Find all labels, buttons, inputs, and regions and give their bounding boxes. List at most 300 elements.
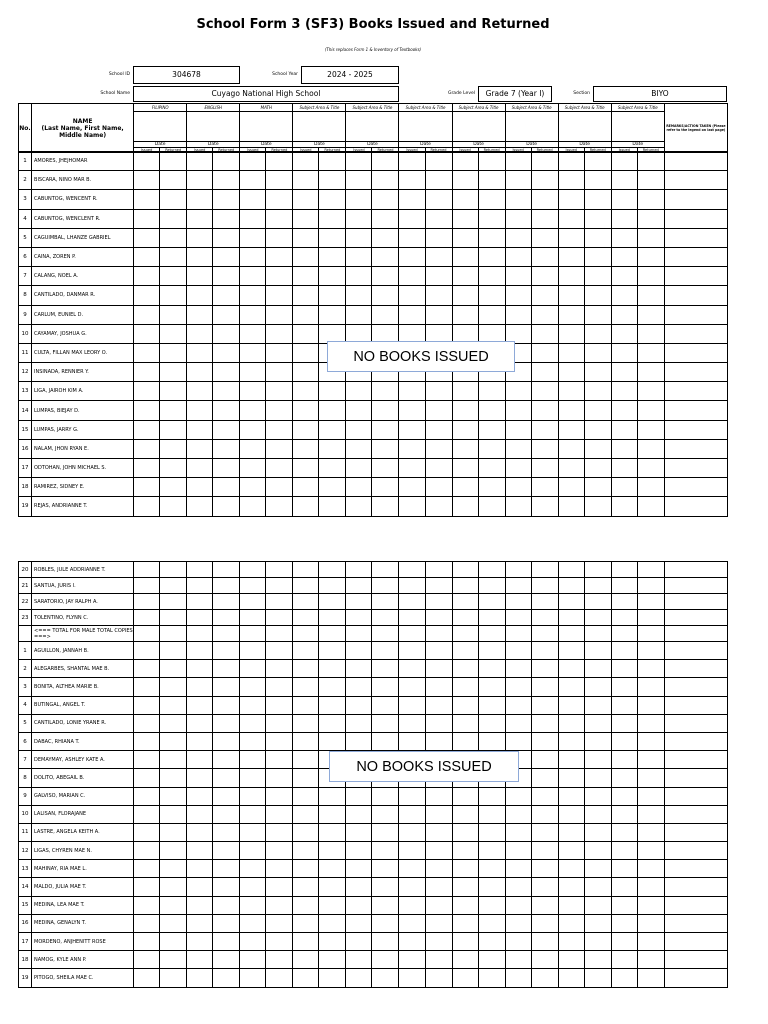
- issued-date-cell[interactable]: [240, 562, 266, 578]
- issued-date-cell[interactable]: [240, 420, 266, 439]
- issued-date-cell[interactable]: [558, 152, 584, 171]
- returned-date-cell[interactable]: [478, 209, 505, 228]
- returned-date-cell[interactable]: [425, 823, 452, 841]
- returned-date-cell[interactable]: [584, 190, 611, 209]
- issued-date-cell[interactable]: [134, 787, 160, 805]
- returned-date-cell[interactable]: [319, 171, 346, 190]
- returned-date-cell[interactable]: [372, 678, 399, 696]
- issued-date-cell[interactable]: [240, 951, 266, 969]
- issued-date-cell[interactable]: [187, 860, 213, 878]
- returned-date-cell[interactable]: [478, 842, 505, 860]
- issued-date-cell[interactable]: [399, 562, 425, 578]
- issued-date-cell[interactable]: [134, 878, 160, 896]
- returned-date-cell[interactable]: [531, 610, 558, 626]
- remarks-cell[interactable]: [664, 497, 727, 516]
- issued-date-cell[interactable]: [452, 823, 478, 841]
- returned-date-cell[interactable]: [584, 286, 611, 305]
- returned-date-cell[interactable]: [584, 951, 611, 969]
- issued-date-cell[interactable]: [346, 714, 372, 732]
- issued-date-cell[interactable]: [187, 678, 213, 696]
- returned-date-cell[interactable]: [266, 478, 293, 497]
- returned-date-cell[interactable]: [319, 305, 346, 324]
- issued-date-cell[interactable]: [505, 478, 531, 497]
- issued-date-cell[interactable]: [399, 478, 425, 497]
- returned-date-cell[interactable]: [213, 805, 240, 823]
- issued-date-cell[interactable]: [240, 459, 266, 478]
- issued-date-cell[interactable]: [452, 678, 478, 696]
- returned-date-cell[interactable]: [372, 478, 399, 497]
- issued-date-cell[interactable]: [293, 497, 319, 516]
- returned-date-cell[interactable]: [213, 823, 240, 841]
- returned-date-cell[interactable]: [160, 933, 187, 951]
- returned-date-cell[interactable]: [319, 969, 346, 987]
- issued-date-cell[interactable]: [505, 439, 531, 458]
- issued-date-cell[interactable]: [558, 420, 584, 439]
- issued-date-cell[interactable]: [134, 594, 160, 610]
- issued-date-cell[interactable]: [240, 769, 266, 787]
- returned-date-cell[interactable]: [584, 933, 611, 951]
- returned-date-cell[interactable]: [584, 152, 611, 171]
- returned-date-cell[interactable]: [478, 933, 505, 951]
- issued-date-cell[interactable]: [293, 823, 319, 841]
- returned-date-cell[interactable]: [319, 823, 346, 841]
- returned-date-cell[interactable]: [160, 324, 187, 343]
- returned-date-cell[interactable]: [266, 610, 293, 626]
- issued-date-cell[interactable]: [187, 594, 213, 610]
- issued-date-cell[interactable]: [293, 171, 319, 190]
- returned-date-cell[interactable]: [266, 382, 293, 401]
- returned-date-cell[interactable]: [531, 787, 558, 805]
- returned-date-cell[interactable]: [478, 823, 505, 841]
- issued-date-cell[interactable]: [505, 459, 531, 478]
- returned-date-cell[interactable]: [160, 642, 187, 660]
- issued-date-cell[interactable]: [134, 769, 160, 787]
- returned-date-cell[interactable]: [478, 286, 505, 305]
- issued-date-cell[interactable]: [187, 787, 213, 805]
- issued-date-cell[interactable]: [611, 497, 637, 516]
- issued-date-cell[interactable]: [452, 420, 478, 439]
- returned-date-cell[interactable]: [425, 578, 452, 594]
- issued-date-cell[interactable]: [187, 696, 213, 714]
- returned-date-cell[interactable]: [584, 787, 611, 805]
- returned-date-cell[interactable]: [160, 152, 187, 171]
- returned-date-cell[interactable]: [425, 305, 452, 324]
- returned-date-cell[interactable]: [213, 860, 240, 878]
- returned-date-cell[interactable]: [637, 478, 664, 497]
- returned-date-cell[interactable]: [372, 660, 399, 678]
- returned-date-cell[interactable]: [637, 805, 664, 823]
- returned-date-cell[interactable]: [160, 805, 187, 823]
- returned-date-cell[interactable]: [266, 626, 293, 642]
- returned-date-cell[interactable]: [637, 914, 664, 932]
- remarks-cell[interactable]: [664, 171, 727, 190]
- returned-date-cell[interactable]: [531, 420, 558, 439]
- issued-date-cell[interactable]: [293, 969, 319, 987]
- returned-date-cell[interactable]: [160, 610, 187, 626]
- issued-date-cell[interactable]: [558, 247, 584, 266]
- remarks-cell[interactable]: [664, 933, 727, 951]
- returned-date-cell[interactable]: [478, 805, 505, 823]
- returned-date-cell[interactable]: [319, 578, 346, 594]
- returned-date-cell[interactable]: [160, 562, 187, 578]
- issued-date-cell[interactable]: [187, 842, 213, 860]
- returned-date-cell[interactable]: [319, 732, 346, 750]
- issued-date-cell[interactable]: [293, 896, 319, 914]
- issued-date-cell[interactable]: [346, 439, 372, 458]
- issued-date-cell[interactable]: [187, 878, 213, 896]
- returned-date-cell[interactable]: [213, 678, 240, 696]
- issued-date-cell[interactable]: [240, 969, 266, 987]
- returned-date-cell[interactable]: [266, 842, 293, 860]
- returned-date-cell[interactable]: [213, 594, 240, 610]
- returned-date-cell[interactable]: [425, 787, 452, 805]
- returned-date-cell[interactable]: [637, 842, 664, 860]
- returned-date-cell[interactable]: [266, 343, 293, 362]
- returned-date-cell[interactable]: [584, 594, 611, 610]
- returned-date-cell[interactable]: [266, 714, 293, 732]
- issued-date-cell[interactable]: [558, 805, 584, 823]
- issued-date-cell[interactable]: [187, 969, 213, 987]
- issued-date-cell[interactable]: [611, 267, 637, 286]
- issued-date-cell[interactable]: [452, 626, 478, 642]
- returned-date-cell[interactable]: [160, 171, 187, 190]
- remarks-cell[interactable]: [664, 769, 727, 787]
- issued-date-cell[interactable]: [293, 732, 319, 750]
- returned-date-cell[interactable]: [266, 860, 293, 878]
- issued-date-cell[interactable]: [134, 324, 160, 343]
- returned-date-cell[interactable]: [478, 732, 505, 750]
- returned-date-cell[interactable]: [531, 714, 558, 732]
- issued-date-cell[interactable]: [346, 896, 372, 914]
- returned-date-cell[interactable]: [266, 823, 293, 841]
- returned-date-cell[interactable]: [372, 642, 399, 660]
- returned-date-cell[interactable]: [266, 497, 293, 516]
- issued-date-cell[interactable]: [134, 678, 160, 696]
- remarks-cell[interactable]: [664, 714, 727, 732]
- issued-date-cell[interactable]: [558, 594, 584, 610]
- issued-date-cell[interactable]: [558, 305, 584, 324]
- returned-date-cell[interactable]: [425, 610, 452, 626]
- issued-date-cell[interactable]: [452, 439, 478, 458]
- returned-date-cell[interactable]: [319, 439, 346, 458]
- issued-date-cell[interactable]: [187, 914, 213, 932]
- returned-date-cell[interactable]: [213, 626, 240, 642]
- returned-date-cell[interactable]: [266, 267, 293, 286]
- issued-date-cell[interactable]: [505, 787, 531, 805]
- issued-date-cell[interactable]: [558, 860, 584, 878]
- returned-date-cell[interactable]: [531, 363, 558, 382]
- issued-date-cell[interactable]: [505, 696, 531, 714]
- issued-date-cell[interactable]: [134, 714, 160, 732]
- returned-date-cell[interactable]: [266, 324, 293, 343]
- returned-date-cell[interactable]: [637, 626, 664, 642]
- returned-date-cell[interactable]: [319, 401, 346, 420]
- issued-date-cell[interactable]: [240, 497, 266, 516]
- issued-date-cell[interactable]: [611, 594, 637, 610]
- issued-date-cell[interactable]: [399, 190, 425, 209]
- issued-date-cell[interactable]: [399, 878, 425, 896]
- issued-date-cell[interactable]: [505, 420, 531, 439]
- issued-date-cell[interactable]: [187, 247, 213, 266]
- issued-date-cell[interactable]: [399, 401, 425, 420]
- returned-date-cell[interactable]: [478, 696, 505, 714]
- issued-date-cell[interactable]: [452, 933, 478, 951]
- issued-date-cell[interactable]: [558, 459, 584, 478]
- returned-date-cell[interactable]: [478, 228, 505, 247]
- issued-date-cell[interactable]: [187, 171, 213, 190]
- issued-date-cell[interactable]: [134, 171, 160, 190]
- issued-date-cell[interactable]: [187, 951, 213, 969]
- returned-date-cell[interactable]: [160, 969, 187, 987]
- issued-date-cell[interactable]: [399, 286, 425, 305]
- issued-date-cell[interactable]: [134, 732, 160, 750]
- returned-date-cell[interactable]: [372, 190, 399, 209]
- returned-date-cell[interactable]: [160, 420, 187, 439]
- returned-date-cell[interactable]: [160, 696, 187, 714]
- returned-date-cell[interactable]: [584, 714, 611, 732]
- issued-date-cell[interactable]: [505, 878, 531, 896]
- issued-date-cell[interactable]: [611, 751, 637, 769]
- remarks-cell[interactable]: [664, 660, 727, 678]
- remarks-cell[interactable]: [664, 382, 727, 401]
- issued-date-cell[interactable]: [505, 382, 531, 401]
- issued-date-cell[interactable]: [399, 660, 425, 678]
- issued-date-cell[interactable]: [452, 190, 478, 209]
- returned-date-cell[interactable]: [266, 660, 293, 678]
- remarks-cell[interactable]: [664, 594, 727, 610]
- returned-date-cell[interactable]: [213, 951, 240, 969]
- returned-date-cell[interactable]: [213, 459, 240, 478]
- returned-date-cell[interactable]: [637, 171, 664, 190]
- issued-date-cell[interactable]: [346, 190, 372, 209]
- returned-date-cell[interactable]: [637, 343, 664, 362]
- returned-date-cell[interactable]: [266, 420, 293, 439]
- issued-date-cell[interactable]: [134, 951, 160, 969]
- issued-date-cell[interactable]: [505, 896, 531, 914]
- issued-date-cell[interactable]: [558, 751, 584, 769]
- returned-date-cell[interactable]: [372, 228, 399, 247]
- returned-date-cell[interactable]: [531, 562, 558, 578]
- issued-date-cell[interactable]: [293, 228, 319, 247]
- issued-date-cell[interactable]: [293, 420, 319, 439]
- returned-date-cell[interactable]: [478, 190, 505, 209]
- issued-date-cell[interactable]: [452, 247, 478, 266]
- returned-date-cell[interactable]: [213, 439, 240, 458]
- issued-date-cell[interactable]: [187, 286, 213, 305]
- issued-date-cell[interactable]: [240, 305, 266, 324]
- issued-date-cell[interactable]: [240, 228, 266, 247]
- returned-date-cell[interactable]: [372, 610, 399, 626]
- returned-date-cell[interactable]: [266, 459, 293, 478]
- issued-date-cell[interactable]: [134, 459, 160, 478]
- issued-date-cell[interactable]: [293, 267, 319, 286]
- returned-date-cell[interactable]: [319, 642, 346, 660]
- remarks-cell[interactable]: [664, 878, 727, 896]
- remarks-cell[interactable]: [664, 228, 727, 247]
- returned-date-cell[interactable]: [531, 439, 558, 458]
- returned-date-cell[interactable]: [213, 933, 240, 951]
- returned-date-cell[interactable]: [160, 896, 187, 914]
- returned-date-cell[interactable]: [637, 823, 664, 841]
- returned-date-cell[interactable]: [584, 305, 611, 324]
- issued-date-cell[interactable]: [399, 497, 425, 516]
- issued-date-cell[interactable]: [293, 209, 319, 228]
- remarks-cell[interactable]: [664, 951, 727, 969]
- returned-date-cell[interactable]: [213, 267, 240, 286]
- returned-date-cell[interactable]: [372, 951, 399, 969]
- returned-date-cell[interactable]: [531, 171, 558, 190]
- returned-date-cell[interactable]: [478, 171, 505, 190]
- returned-date-cell[interactable]: [213, 610, 240, 626]
- returned-date-cell[interactable]: [584, 696, 611, 714]
- returned-date-cell[interactable]: [531, 769, 558, 787]
- issued-date-cell[interactable]: [611, 286, 637, 305]
- issued-date-cell[interactable]: [611, 805, 637, 823]
- issued-date-cell[interactable]: [399, 969, 425, 987]
- returned-date-cell[interactable]: [478, 382, 505, 401]
- returned-date-cell[interactable]: [478, 951, 505, 969]
- issued-date-cell[interactable]: [399, 642, 425, 660]
- issued-date-cell[interactable]: [399, 696, 425, 714]
- issued-date-cell[interactable]: [346, 823, 372, 841]
- remarks-cell[interactable]: [664, 152, 727, 171]
- issued-date-cell[interactable]: [293, 805, 319, 823]
- issued-date-cell[interactable]: [293, 578, 319, 594]
- issued-date-cell[interactable]: [134, 152, 160, 171]
- returned-date-cell[interactable]: [266, 896, 293, 914]
- issued-date-cell[interactable]: [346, 420, 372, 439]
- returned-date-cell[interactable]: [531, 247, 558, 266]
- issued-date-cell[interactable]: [293, 751, 319, 769]
- issued-date-cell[interactable]: [399, 933, 425, 951]
- returned-date-cell[interactable]: [637, 578, 664, 594]
- returned-date-cell[interactable]: [319, 714, 346, 732]
- returned-date-cell[interactable]: [160, 914, 187, 932]
- issued-date-cell[interactable]: [293, 382, 319, 401]
- remarks-cell[interactable]: [664, 896, 727, 914]
- issued-date-cell[interactable]: [452, 969, 478, 987]
- issued-date-cell[interactable]: [240, 626, 266, 642]
- returned-date-cell[interactable]: [425, 594, 452, 610]
- returned-date-cell[interactable]: [319, 497, 346, 516]
- remarks-cell[interactable]: [664, 324, 727, 343]
- issued-date-cell[interactable]: [505, 860, 531, 878]
- issued-date-cell[interactable]: [452, 660, 478, 678]
- issued-date-cell[interactable]: [452, 914, 478, 932]
- issued-date-cell[interactable]: [293, 401, 319, 420]
- returned-date-cell[interactable]: [319, 594, 346, 610]
- issued-date-cell[interactable]: [452, 860, 478, 878]
- issued-date-cell[interactable]: [611, 228, 637, 247]
- issued-date-cell[interactable]: [611, 562, 637, 578]
- returned-date-cell[interactable]: [425, 420, 452, 439]
- issued-date-cell[interactable]: [346, 933, 372, 951]
- returned-date-cell[interactable]: [372, 286, 399, 305]
- issued-date-cell[interactable]: [611, 769, 637, 787]
- returned-date-cell[interactable]: [266, 933, 293, 951]
- issued-date-cell[interactable]: [293, 714, 319, 732]
- issued-date-cell[interactable]: [134, 562, 160, 578]
- returned-date-cell[interactable]: [637, 420, 664, 439]
- issued-date-cell[interactable]: [611, 420, 637, 439]
- issued-date-cell[interactable]: [558, 696, 584, 714]
- issued-date-cell[interactable]: [505, 267, 531, 286]
- returned-date-cell[interactable]: [266, 594, 293, 610]
- returned-date-cell[interactable]: [266, 787, 293, 805]
- returned-date-cell[interactable]: [425, 696, 452, 714]
- returned-date-cell[interactable]: [584, 343, 611, 362]
- returned-date-cell[interactable]: [584, 660, 611, 678]
- returned-date-cell[interactable]: [425, 896, 452, 914]
- returned-date-cell[interactable]: [425, 267, 452, 286]
- issued-date-cell[interactable]: [452, 951, 478, 969]
- returned-date-cell[interactable]: [584, 171, 611, 190]
- issued-date-cell[interactable]: [293, 610, 319, 626]
- issued-date-cell[interactable]: [134, 382, 160, 401]
- returned-date-cell[interactable]: [637, 382, 664, 401]
- returned-date-cell[interactable]: [478, 610, 505, 626]
- returned-date-cell[interactable]: [319, 678, 346, 696]
- issued-date-cell[interactable]: [558, 969, 584, 987]
- remarks-cell[interactable]: [664, 732, 727, 750]
- issued-date-cell[interactable]: [240, 286, 266, 305]
- issued-date-cell[interactable]: [293, 562, 319, 578]
- returned-date-cell[interactable]: [213, 696, 240, 714]
- returned-date-cell[interactable]: [213, 562, 240, 578]
- remarks-cell[interactable]: [664, 478, 727, 497]
- remarks-cell[interactable]: [664, 914, 727, 932]
- issued-date-cell[interactable]: [558, 878, 584, 896]
- issued-date-cell[interactable]: [293, 951, 319, 969]
- returned-date-cell[interactable]: [372, 823, 399, 841]
- returned-date-cell[interactable]: [266, 363, 293, 382]
- issued-date-cell[interactable]: [452, 209, 478, 228]
- returned-date-cell[interactable]: [372, 420, 399, 439]
- returned-date-cell[interactable]: [266, 247, 293, 266]
- returned-date-cell[interactable]: [478, 969, 505, 987]
- returned-date-cell[interactable]: [372, 626, 399, 642]
- returned-date-cell[interactable]: [372, 933, 399, 951]
- issued-date-cell[interactable]: [399, 842, 425, 860]
- issued-date-cell[interactable]: [187, 152, 213, 171]
- issued-date-cell[interactable]: [240, 171, 266, 190]
- returned-date-cell[interactable]: [425, 914, 452, 932]
- returned-date-cell[interactable]: [425, 714, 452, 732]
- issued-date-cell[interactable]: [611, 878, 637, 896]
- issued-date-cell[interactable]: [240, 247, 266, 266]
- issued-date-cell[interactable]: [399, 860, 425, 878]
- returned-date-cell[interactable]: [637, 751, 664, 769]
- issued-date-cell[interactable]: [452, 642, 478, 660]
- issued-date-cell[interactable]: [558, 769, 584, 787]
- issued-date-cell[interactable]: [134, 497, 160, 516]
- issued-date-cell[interactable]: [611, 842, 637, 860]
- issued-date-cell[interactable]: [611, 969, 637, 987]
- remarks-cell[interactable]: [664, 305, 727, 324]
- issued-date-cell[interactable]: [611, 860, 637, 878]
- returned-date-cell[interactable]: [478, 267, 505, 286]
- issued-date-cell[interactable]: [505, 305, 531, 324]
- issued-date-cell[interactable]: [558, 190, 584, 209]
- returned-date-cell[interactable]: [531, 209, 558, 228]
- issued-date-cell[interactable]: [187, 324, 213, 343]
- returned-date-cell[interactable]: [425, 562, 452, 578]
- returned-date-cell[interactable]: [319, 842, 346, 860]
- returned-date-cell[interactable]: [584, 247, 611, 266]
- issued-date-cell[interactable]: [611, 247, 637, 266]
- returned-date-cell[interactable]: [160, 286, 187, 305]
- returned-date-cell[interactable]: [637, 660, 664, 678]
